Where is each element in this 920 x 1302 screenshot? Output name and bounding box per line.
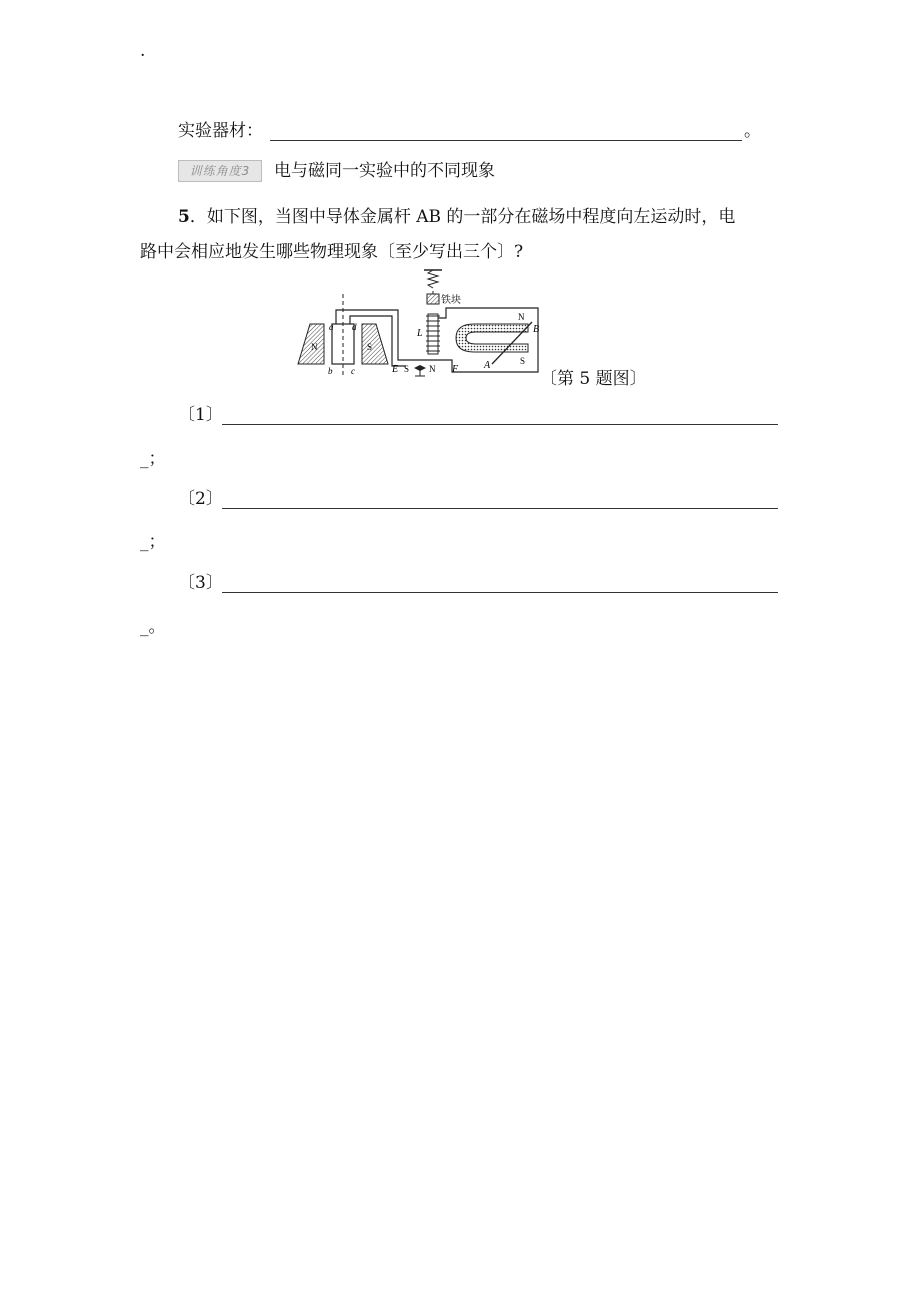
compass-S: S bbox=[404, 364, 410, 374]
label-F: F bbox=[452, 364, 459, 375]
answer-3-tail: _。 bbox=[140, 617, 166, 637]
label-b: b bbox=[328, 366, 333, 376]
figure-circuit-diagram bbox=[296, 264, 546, 394]
label-E: E bbox=[392, 364, 399, 375]
compass-needle bbox=[414, 365, 426, 371]
question-text-1: ．如下图，当图中导体金属杆 AB 的一部分在磁场中程度向左运动时，电 bbox=[189, 207, 736, 227]
answer-2-blank[interactable] bbox=[222, 508, 778, 509]
compass-N: N bbox=[429, 364, 436, 374]
section-badge: 训练角度3 bbox=[178, 160, 262, 182]
answer-1-blank[interactable] bbox=[222, 424, 778, 425]
solenoid-core bbox=[428, 314, 438, 354]
question-line-2: 路中会相应地发生哪些物理现象〔至少写出三个〕? bbox=[140, 242, 524, 262]
answer-2-tail: _； bbox=[140, 532, 166, 552]
materials-end-mark: 。 bbox=[744, 121, 761, 141]
header-dot: . bbox=[140, 41, 146, 61]
answer-3-blank[interactable] bbox=[222, 592, 778, 593]
u-magnet-N: N bbox=[518, 312, 525, 322]
iron-label: 铁块 bbox=[441, 295, 461, 306]
answer-1-label: 〔1〕 bbox=[178, 405, 223, 425]
u-magnet-S: S bbox=[520, 356, 526, 366]
answer-2-label: 〔2〕 bbox=[178, 489, 223, 509]
materials-label: 实验器材： bbox=[178, 121, 263, 141]
figure-caption: 〔第 5 题图〕 bbox=[540, 369, 647, 389]
answer-1-tail: _； bbox=[140, 449, 166, 469]
iron-block bbox=[427, 294, 439, 304]
label-a: a bbox=[329, 322, 334, 332]
label-d: d bbox=[352, 322, 357, 332]
right-magnet bbox=[362, 324, 388, 364]
answer-3-label: 〔3〕 bbox=[178, 573, 223, 593]
section-title: 电与磁同一实验中的不同现象 bbox=[274, 161, 495, 181]
right-magnet-S: S bbox=[367, 342, 373, 352]
label-A: A bbox=[484, 360, 491, 371]
label-B: B bbox=[533, 324, 540, 335]
materials-blank[interactable] bbox=[270, 140, 742, 141]
label-c: c bbox=[351, 366, 355, 376]
label-L: L bbox=[417, 328, 423, 339]
left-magnet-N: N bbox=[311, 342, 318, 352]
question-number: 5 bbox=[178, 207, 190, 227]
question-line-1 bbox=[178, 206, 735, 228]
spring-icon bbox=[424, 270, 442, 294]
